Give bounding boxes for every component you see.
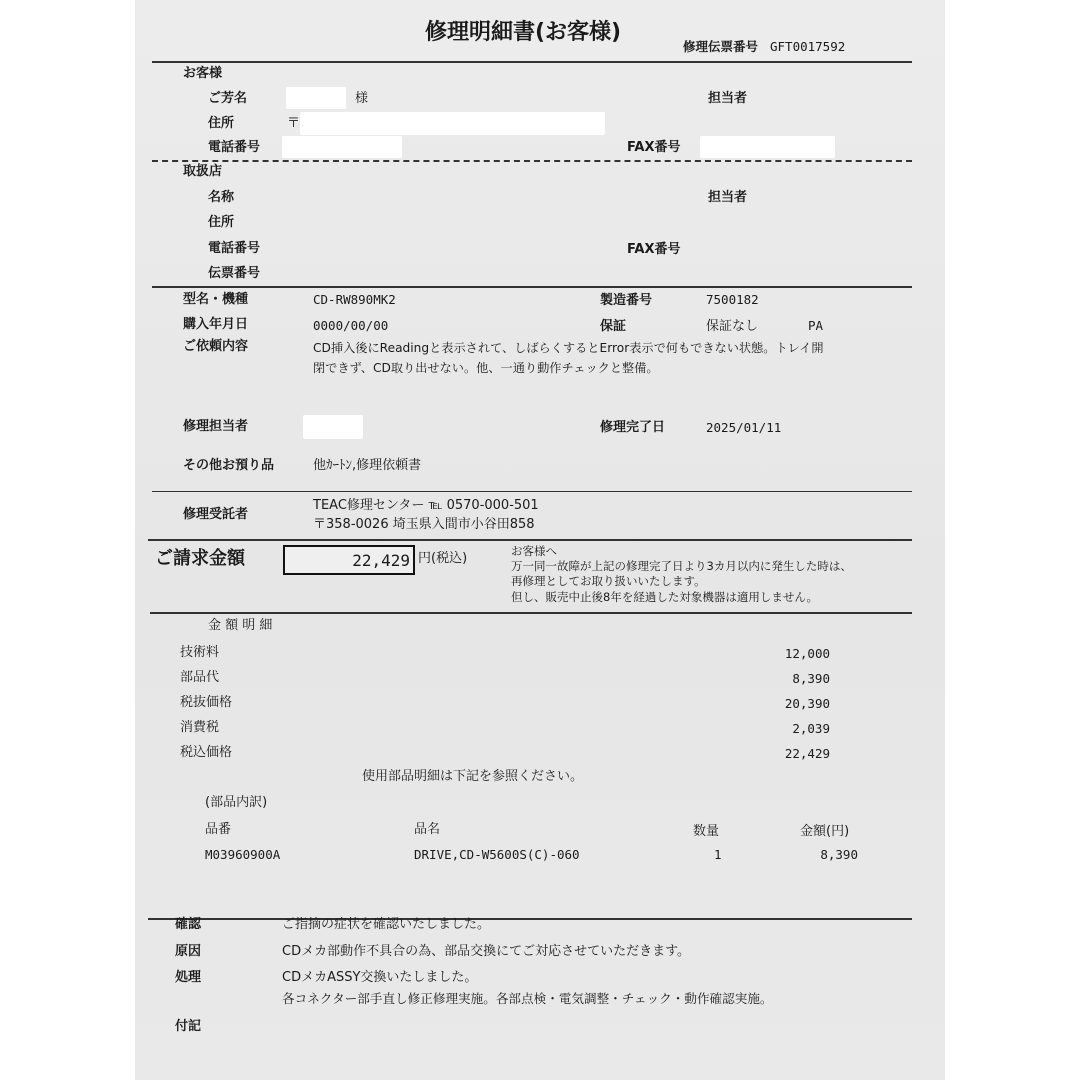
col-quantity: 数量 — [693, 824, 720, 839]
billing-label: ご請求金額 — [155, 548, 245, 569]
redacted-customer-phone — [282, 136, 402, 158]
parts-heading: (部品内訳) — [205, 795, 268, 810]
completion-date-label: 修理完了日 — [600, 420, 666, 435]
amount-row-label: 税抜価格 — [180, 695, 233, 710]
warranty-label: 保証 — [600, 319, 627, 334]
serial-label: 製造番号 — [600, 293, 653, 308]
contractor-line-1: TEAC修理センター ℡ 0570-000-501 — [313, 498, 539, 513]
purchase-date-label: 購入年月日 — [183, 317, 249, 332]
part-quantity: 1 — [714, 847, 722, 862]
customer-fax-label: FAX番号 — [627, 140, 681, 155]
customer-dealer-divider — [152, 160, 912, 162]
billing-rule — [148, 539, 912, 541]
purchase-date-value: 0000/00/00 — [313, 318, 389, 333]
dealer-staff-label: 担当者 — [708, 190, 748, 205]
col-part-name: 品名 — [414, 822, 441, 837]
customer-name-label: ご芳名 — [208, 91, 248, 106]
amount-row-label: 部品代 — [180, 670, 220, 685]
action-line-2: 各コネクター部手直し修正修理実施。各部点検・電気調整・チェック・動作確認実施。 — [282, 991, 773, 1006]
model-value: CD-RW890MK2 — [313, 292, 396, 307]
redacted-customer-address — [300, 112, 605, 135]
request-line-2: 閉できず、CD取り出せない。他、一通り動作チェックと整備。 — [313, 361, 659, 375]
billing-tax-note: 円(税込) — [418, 551, 468, 566]
document-title: 修理明細書(お客様) — [425, 20, 622, 45]
col-amount: 金額(円) — [800, 824, 850, 839]
redacted-customer-fax — [700, 136, 835, 158]
cause-text: CDメカ部動作不具合の為、部品交換にてご対応させていただきます。 — [282, 944, 691, 959]
remarks-label: 付記 — [175, 1019, 202, 1034]
amounts-rule — [150, 612, 912, 614]
col-part-no: 品番 — [205, 822, 232, 837]
slip-number: GFT0017592 — [770, 39, 846, 54]
other-items-label: その他お預り品 — [183, 458, 275, 473]
technician-label: 修理担当者 — [183, 419, 249, 434]
cause-label: 原因 — [175, 944, 202, 959]
redacted-customer-name — [286, 87, 346, 109]
part-amount: 8,390 — [820, 847, 858, 862]
dealer-phone-label: 電話番号 — [208, 241, 261, 256]
request-line-1: CD挿入後にReadingと表示されて、しばらくするとError表示で何もできない状態。トレイ開 — [313, 341, 824, 355]
customer-staff-label: 担当者 — [708, 91, 748, 106]
notice-line-1: お客様へ — [511, 544, 557, 558]
billing-amount: 22,429 — [352, 551, 410, 570]
warranty-value: 保証なし — [706, 319, 759, 334]
contractor-line-2: 〒358-0026 埼玉県入間市小谷田858 — [313, 517, 535, 532]
amount-row-label: 税込価格 — [180, 745, 233, 760]
customer-honorific: 様 — [355, 91, 369, 106]
amount-row-value: 8,390 — [792, 671, 830, 686]
amounts-heading: 金 額 明 細 — [208, 618, 273, 633]
warranty-code: PA — [808, 318, 824, 333]
request-label: ご依頼内容 — [183, 339, 249, 354]
notice-line-4: 但し、販売中止後8年を経過した対象機器は適用しません。 — [511, 590, 819, 604]
amount-row-value: 2,039 — [792, 721, 830, 736]
action-line-1: CDメカASSY交換いたしました。 — [282, 970, 478, 985]
parts-note: 使用部品明細は下記を参照ください。 — [362, 769, 584, 784]
other-items-value: 他ｶｰﾄﾝ,修理依頼書 — [313, 458, 422, 473]
dealer-slip-label: 伝票番号 — [208, 266, 261, 281]
customer-section-label: お客様 — [183, 66, 223, 81]
slip-number-label: 修理伝票番号 — [683, 39, 759, 54]
confirm-text: ご指摘の症状を確認いたしました。 — [282, 917, 491, 932]
amount-row-value: 22,429 — [784, 746, 830, 761]
notice-line-2: 万一同一故障が上記の修理完了日より3カ月以内に発生した時は、 — [511, 559, 852, 573]
completion-date-value: 2025/01/11 — [706, 420, 782, 435]
part-name: DRIVE,CD-W5600S(C)-060 — [414, 847, 580, 862]
customer-postal-mark: 〒 — [287, 116, 301, 131]
dealer-name-label: 名称 — [208, 190, 235, 205]
notice-line-3: 再修理としてお取り扱いいたします。 — [511, 574, 706, 588]
header-rule — [152, 61, 912, 63]
model-label: 型名・機種 — [183, 292, 249, 307]
amount-row-value: 12,000 — [784, 646, 830, 661]
customer-address-label: 住所 — [208, 116, 235, 131]
action-label: 処理 — [175, 970, 202, 985]
amount-row-label: 技術料 — [180, 645, 220, 660]
customer-phone-label: 電話番号 — [208, 140, 261, 155]
dealer-section-label: 取扱店 — [183, 164, 223, 179]
contractor-rule — [152, 491, 912, 492]
findings-rule — [148, 918, 912, 920]
dealer-product-rule — [152, 286, 912, 288]
contractor-label: 修理受託者 — [183, 507, 249, 522]
dealer-fax-label: FAX番号 — [627, 242, 681, 257]
amount-row-value: 20,390 — [784, 696, 830, 711]
amount-row-label: 消費税 — [180, 720, 220, 735]
dealer-address-label: 住所 — [208, 215, 235, 230]
part-number: M03960900A — [205, 847, 281, 862]
redacted-technician — [303, 415, 363, 439]
confirm-label: 確認 — [175, 917, 202, 932]
serial-value: 7500182 — [706, 292, 759, 307]
